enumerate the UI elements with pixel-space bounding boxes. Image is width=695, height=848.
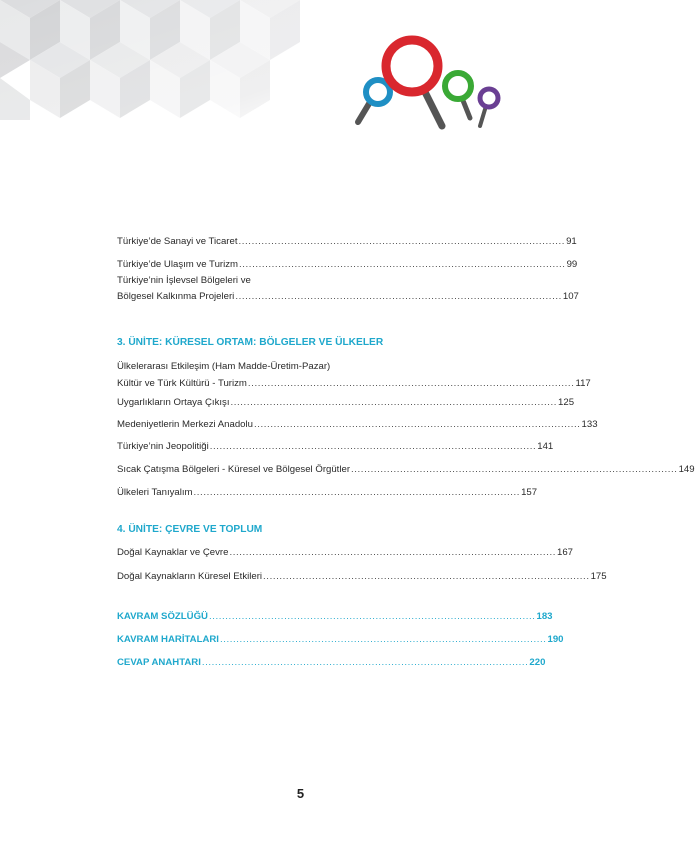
toc-unit-3 — [117, 361, 695, 499]
toc-entry[interactable] — [117, 259, 578, 271]
toc-entry-title: Ülkeleri Tanıyalım — [117, 487, 193, 498]
toc-entry-page: 167 — [557, 547, 574, 558]
toc-entry-title: Sıcak Çatışma Bölgeleri - Küresel ve Bölgesel Örgütler — [117, 464, 351, 475]
dot-leader: .................................................................................................... — [247, 378, 575, 389]
toc-entry[interactable] — [117, 378, 591, 390]
magnifier-group-logo — [350, 30, 510, 135]
toc-entry-title: KAVRAM SÖZLÜĞÜ — [117, 611, 208, 622]
dot-leader: .................................................................................................... — [263, 571, 590, 582]
toc-unit-4 — [117, 547, 607, 583]
dot-leader: .................................................................................................... — [254, 419, 581, 430]
toc-entry-page: 190 — [547, 634, 564, 645]
toc-entry-page: 183 — [536, 611, 553, 622]
toc-entry[interactable] — [117, 547, 574, 559]
toc-entry-page: 125 — [558, 397, 575, 408]
toc-entry-title: Türkiye’nin Jeopolitiği — [117, 441, 209, 452]
purple-magnifier-icon — [480, 89, 498, 126]
toc-entry[interactable] — [117, 441, 554, 453]
dot-leader: .................................................................................................... — [208, 611, 536, 622]
toc-entry[interactable] — [117, 571, 607, 583]
toc-entry-page: 117 — [575, 378, 591, 389]
toc-appendix — [117, 611, 564, 669]
toc-entry-page: 220 — [529, 657, 546, 668]
toc-entry[interactable] — [117, 236, 577, 248]
toc-entry-glossary[interactable] — [117, 611, 553, 623]
toc-entry-title: Bölgesel Kalkınma Projeleri — [117, 291, 235, 302]
dot-leader: .................................................................................................... — [229, 547, 556, 558]
dot-leader: .................................................................................................... — [201, 657, 529, 668]
toc-section-1 — [117, 236, 579, 303]
toc-entry-page: 99 — [566, 259, 578, 270]
toc-entry-concept-maps[interactable] — [117, 634, 564, 646]
toc-entry-page: 107 — [562, 291, 579, 302]
toc-entry-page: 91 — [566, 236, 577, 247]
toc-entry-title: Kültür ve Türk Kültürü - Turizm — [117, 378, 247, 389]
dot-leader: .................................................................................................... — [238, 236, 566, 247]
dot-leader: .................................................................................................... — [235, 291, 562, 302]
toc-entry-page: 133 — [581, 419, 598, 430]
toc-entry[interactable] — [117, 464, 695, 476]
toc-entry-title: Türkiye’de Sanayi ve Ticaret — [117, 236, 238, 247]
toc-entry-title: Medeniyetlerin Merkezi Anadolu — [117, 419, 253, 430]
red-magnifier-icon — [386, 40, 442, 126]
toc-entry-page: 157 — [521, 487, 538, 498]
toc-entry[interactable] — [117, 291, 579, 303]
toc-entry-title: Doğal Kaynaklar ve Çevre — [117, 547, 229, 558]
toc-entry-title: Doğal Kaynakların Küresel Etkileri — [117, 571, 263, 582]
toc-entry[interactable] — [117, 487, 538, 499]
toc-entry-title: CEVAP ANAHTARI — [117, 657, 201, 668]
unit-3-heading[interactable]: 3. ÜNİTE: KÜRESEL ORTAM: BÖLGELER VE ÜLKELER — [117, 337, 384, 348]
toc-entry[interactable] — [117, 397, 575, 409]
page-number: 5 — [296, 786, 305, 801]
toc-entry-page: 149 — [678, 464, 695, 475]
blue-magnifier-icon — [358, 80, 390, 122]
dot-leader: .................................................................................................... — [239, 259, 566, 270]
toc-entry-title: KAVRAM HARİTALARI — [117, 634, 219, 645]
toc-entry-title: Uygarlıkların Ortaya Çıkışı — [117, 397, 230, 408]
green-magnifier-icon — [445, 73, 471, 118]
dot-leader: .................................................................................................... — [209, 441, 537, 452]
toc-entry-title: Türkiye’de Ulaşım ve Turizm — [117, 259, 239, 270]
toc-entry-page: 175 — [590, 571, 607, 582]
dot-leader: .................................................................................................... — [219, 634, 547, 645]
dot-leader: .................................................................................................... — [230, 397, 558, 408]
dot-leader: .................................................................................................... — [351, 464, 678, 475]
toc-entry-title-line1: Ülkelerarası Etkileşim (Ham Madde-Üretim-Pazar) — [117, 361, 331, 372]
toc-entry-page: 141 — [537, 441, 554, 452]
toc-entry[interactable] — [117, 419, 598, 431]
dot-leader: .................................................................................................... — [193, 487, 521, 498]
toc-entry-title-line1: Türkiye’nin İşlevsel Bölgeleri ve — [117, 275, 251, 286]
cube-pattern-decoration — [0, 0, 345, 120]
unit-4-heading[interactable]: 4. ÜNİTE: ÇEVRE VE TOPLUM — [117, 524, 263, 535]
toc-entry-answer-key[interactable] — [117, 657, 546, 669]
